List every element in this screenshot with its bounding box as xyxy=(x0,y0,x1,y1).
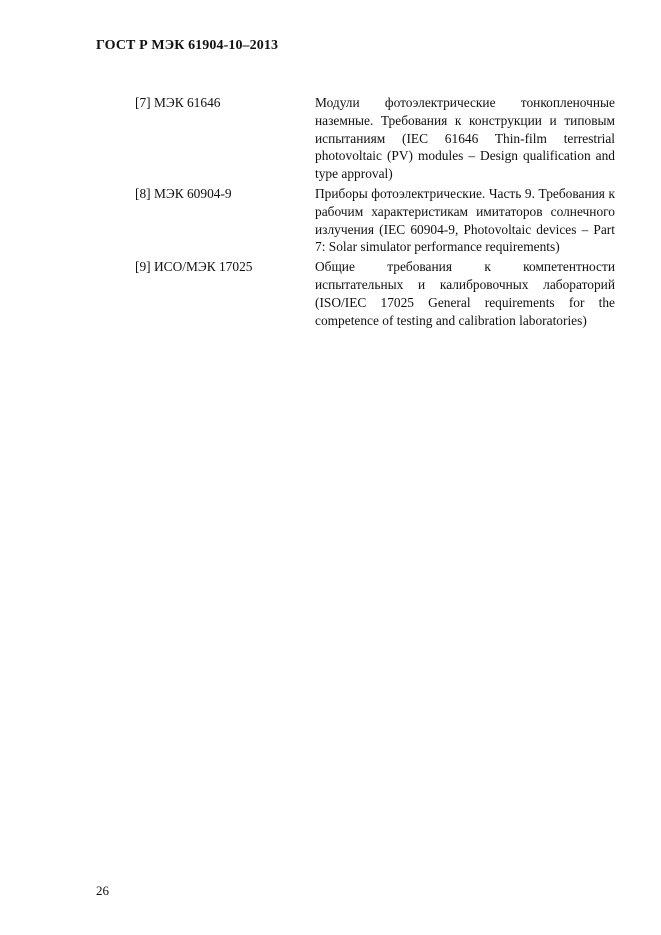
bibliography-item xyxy=(135,185,615,256)
reference-description: Приборы фотоэлектрические. Часть 9. Требования к рабочим характеристикам имитаторов солнечного излучения (IEC 60904-9, Photovoltaic devices – Part 7: Solar simulator performance requirements) xyxy=(315,185,615,255)
standard-title: ГОСТ Р МЭК 61904-10–2013 xyxy=(96,38,279,53)
reference-description: Модули фотоэлектрические тонкопленочные наземные. Требования к конструкции и типовым испытаниям (IEC 61646 Thin-film terrestrial photovoltaic (PV) modules – Design qualification and type approval) xyxy=(315,95,615,182)
reference-id: [8] МЭК 60904-9 xyxy=(135,185,232,201)
bibliography-item xyxy=(135,258,615,329)
reference-id: [7] МЭК 61646 xyxy=(135,95,221,110)
page-number: 26 xyxy=(96,883,109,898)
bibliography-item xyxy=(135,94,615,183)
reference-description: Общие требования к компетентности испытательных и калибровочных лабораторий (ISO/IEC 17025 General requirements for the competence of testing and calibration laboratories) xyxy=(315,259,615,328)
bibliography-list xyxy=(135,94,615,331)
reference-id: [9] ИСО/МЭК 17025 xyxy=(135,259,253,275)
